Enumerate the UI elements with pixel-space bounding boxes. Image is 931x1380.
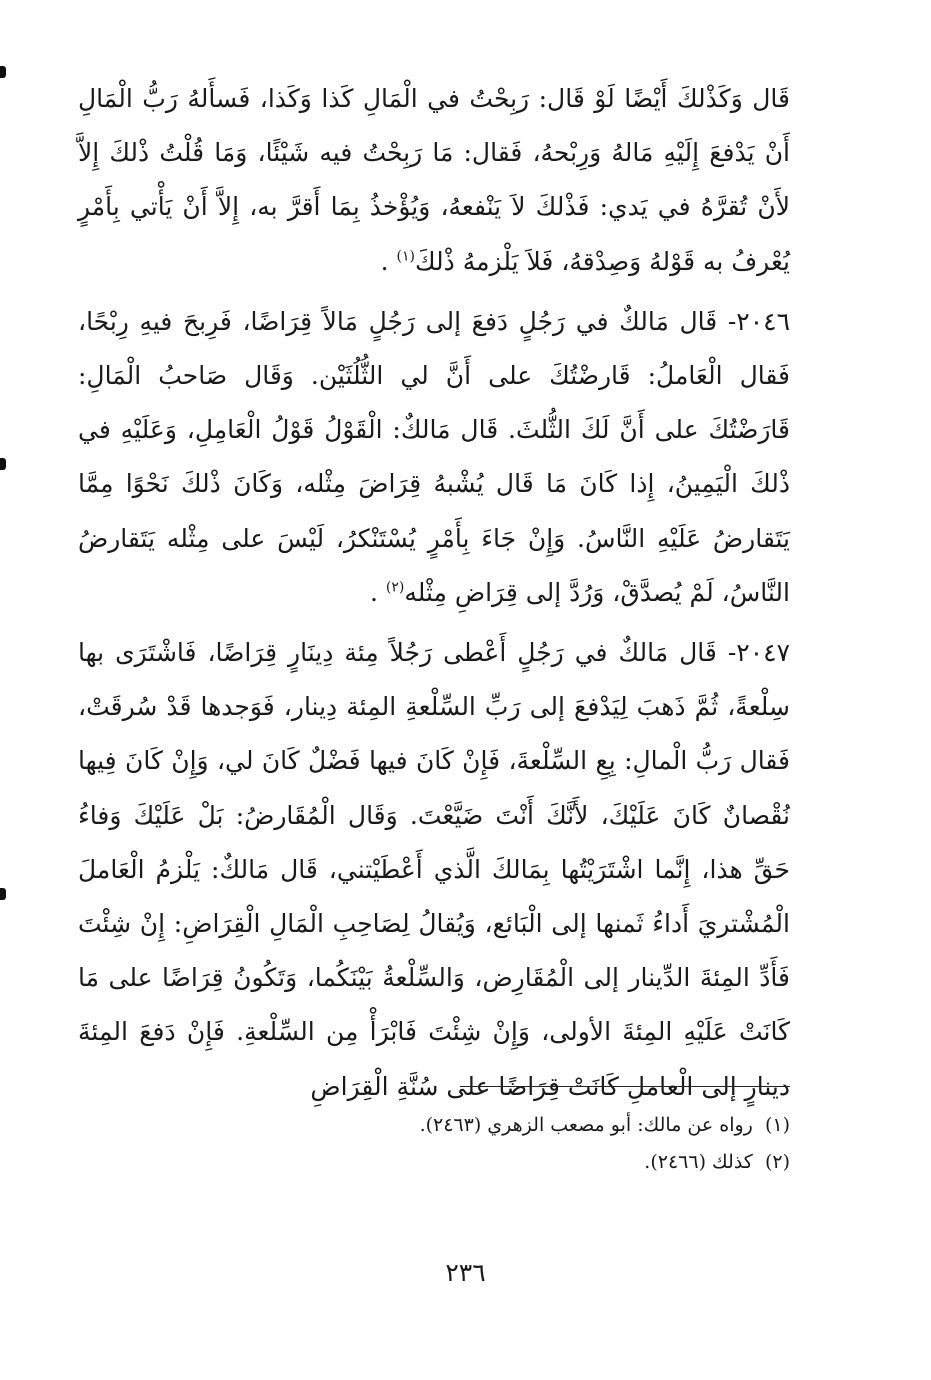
paragraph-text: ٢٠٤٦- قَال مَالكٌ في رَجُلٍ دَفعَ إلى رَجُلٍ مَالاً قِرَاضًا، فَرِبحَ فيهِ رِبْحًا، فَقال الْعَاملُ: قَارضْتُكَ على أَنَّ لي الثُّلُثَيْن. وَقَال صَاحبُ الْمَالِ: قَارَضْتُكَ على أَنَّ لَكَ الثُّلثَ. قَال مَالكٌ: الْقَوْلُ قَوْلُ الْعَامِلِ، وَعَلَيْهِ في ذْلكَ الْيَمِينُ، إِذا كَانَ مَا قَال يُشْبهُ قِرَاضَ مِثْله، وَكَانَ ذْلكَ نَحْوًا مِمَّا يَتَقارضُ عَلَيْهِ النَّاسُ. وَإِنْ جَاءَ بِأَمْرٍ يُسْتَنْكرُ، لَيْسَ على مِثْله يَتَقارضُ النَّاسُ، لَمْ يُصدَّقْ، وَرُدَّ إلى قِرَاضِ مِثْله: [78, 306, 790, 607]
paragraph: [78, 626, 790, 1114]
paragraph-text: قَال وَكَذْلكَ أَيْضًا لَوْ قَال: رَبِحْتُ في الْمَالِ كَذا وَكَذا، فَسأَلهُ رَبُّ الْمَالِ أَنْ يَدْفعَ إِلَيْهِ مَالهُ وَرِبْحهُ، فَقال: مَا رَبِحْتُ فيه شَيْئًا، وَمَا قُلْتُ ذْلكَ إِلاَّ لأَنْ تُقرَّهُ في يَدي: فَذْلكَ لاَ يَنْفعهُ، وَيُؤْخذُ بِمَا أَقرَّ به، إِلاَّ أَنْ يَأْتي بِأَمْرٍ يُعْرفُ به قَوْلهُ وَصِدْقهُ، فَلاَ يَلْزمهُ ذْلكَ: [78, 84, 790, 276]
paragraph: [78, 72, 790, 289]
main-text: [78, 72, 790, 1114]
binding-mark: [0, 458, 6, 470]
footnote-divider: [460, 1086, 790, 1087]
footnote-number: (١): [764, 1114, 790, 1136]
footnotes: [200, 1107, 790, 1181]
footnote-marker: (١): [396, 248, 415, 265]
footnote: [200, 1107, 790, 1144]
footnote-text: كذلك (٢٤٦٦).: [644, 1151, 753, 1173]
footnote: [200, 1144, 790, 1181]
paragraph: [78, 295, 790, 620]
paragraph-end: .: [380, 246, 397, 276]
page-number: ٢٣٦: [445, 1258, 486, 1287]
footnote-text: رواه عن مالك: أبو مصعب الزهري (٢٤٦٣).: [419, 1114, 753, 1136]
binding-mark: [0, 66, 6, 78]
binding-mark: [0, 888, 6, 900]
footnote-number: (٢): [764, 1151, 790, 1173]
paragraph-text: ٢٠٤٧- قَال مَالكٌ في رَجُلٍ أَعْطى رَجُلاً مِئة دِينَارٍ قِرَاضًا، فَاشْتَرَى بها سِلْعةً، ثُمَّ ذَهبَ لِيَدْفعَ إلى رَبِّ السِّلْعةِ المِئة دِينار، فَوَجدها قَدْ سُرقَتْ، فَقال رَبُّ الْمالِ: بِعِ السِّلْعةَ، فَإِنْ كَانَ فيها فَضْلٌ كَانَ لي، وَإِنْ كَانَ فِيها نُقْصانٌ كَانَ عَلَيْكَ، لأَنَّكَ أَنْتَ ضَيَّعْتَ. وَقَال الْمُقَارضُ: بَلْ عَلَيْكَ وَفاءُ حَقِّ هذا، إِنَّما اشْتَرَيْتُها بِمَالكَ الَّذي أَعْطَيْتني، قَال مَالكٌ: يَلْزمُ الْعَاملَ الْمُشْتريَ أَداءُ ثَمنها إلى الْبَائع، وَيُقالُ لِصَاحِبِ الْمَالِ الْقِرَاضِ: إِنْ شِئْتَ فَأَدِّ المِئةَ الدِّينار إلى الْمُقَارِض، وَالسِّلْعةُ بَيْنَكُما، وَتَكُونُ قِرَاضًا على مَا كَانَتْ عَلَيْهِ المِئةَ الأولى، وَإِنْ شِئْتَ فَابْرَأْ مِن السِّلْعةِ. فَإِنْ دَفعَ المِئةَ دينارٍ إلى الْعاملِ كَانَتْ قِرَاضًا على سُنَّةِ الْقِرَاضِ: [78, 638, 790, 1101]
footnote-marker: (٢): [385, 579, 405, 596]
paragraph-end: .: [369, 577, 386, 607]
